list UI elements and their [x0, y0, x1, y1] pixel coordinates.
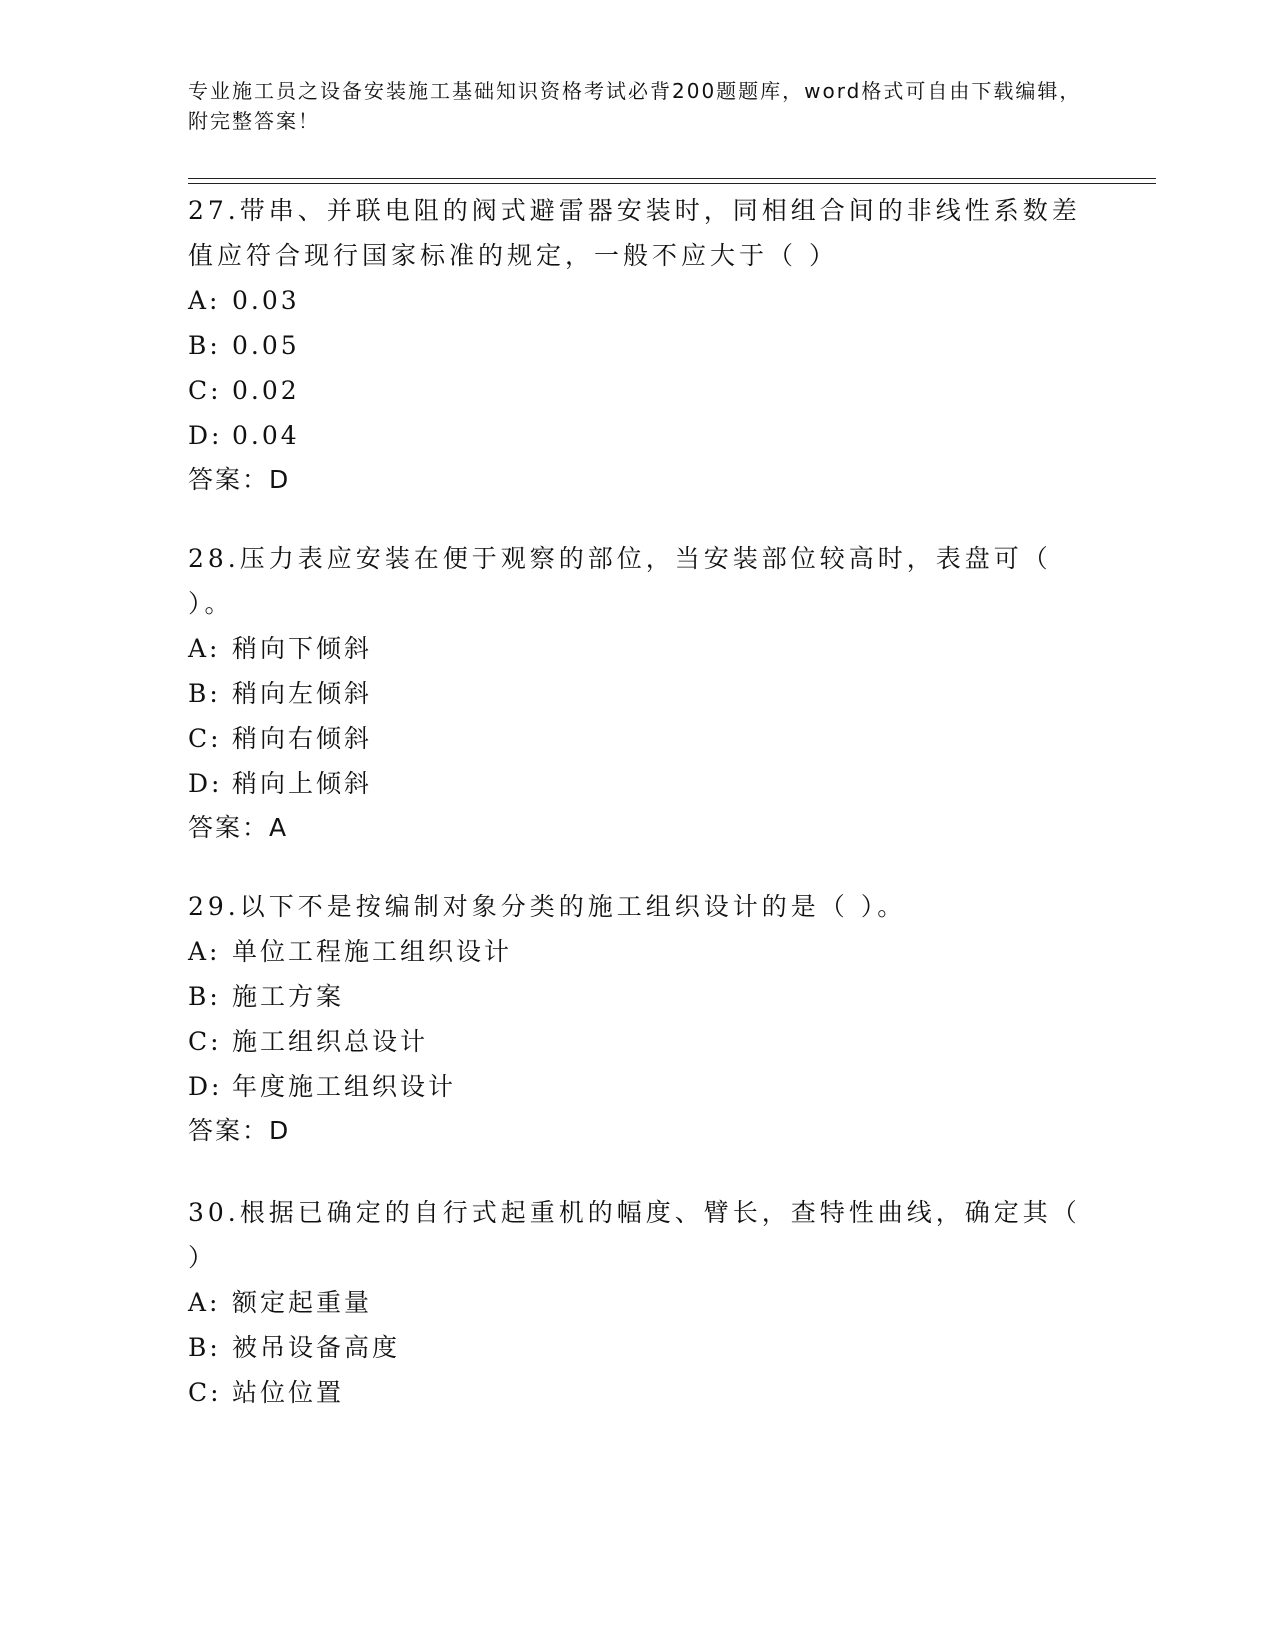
- option-text: 稍向下倾斜: [232, 634, 373, 663]
- option-key: B:: [188, 331, 221, 360]
- option-text: 稍向右倾斜: [232, 724, 373, 753]
- option-b: [188, 974, 1088, 1019]
- option-b: [188, 671, 1088, 716]
- option-key: A:: [188, 1288, 221, 1317]
- question-27: [188, 188, 1088, 502]
- option-text: 单位工程施工组织设计: [232, 937, 513, 966]
- question-stem: 29.以下不是按编制对象分类的施工组织设计的是（ ）。: [188, 892, 907, 921]
- option-b: [188, 323, 1088, 368]
- question-28: [188, 536, 1088, 850]
- option-key: D:: [188, 769, 223, 798]
- option-d: [188, 1064, 1088, 1109]
- header-divider-bottom: [188, 183, 1156, 184]
- option-text: 额定起重量: [232, 1288, 373, 1317]
- option-text: 年度施工组织设计: [232, 1072, 457, 1101]
- question-30: [188, 1190, 1088, 1415]
- option-text: 0.02: [232, 376, 300, 405]
- option-text: 站位位置: [232, 1378, 345, 1407]
- option-key: B:: [188, 679, 221, 708]
- option-key: B:: [188, 982, 221, 1011]
- option-text: 0.04: [232, 421, 300, 450]
- question-stem: 27.带串、并联电阻的阀式避雷器安装时，同相组合间的非线性系数差值应符合现行国家标准的规定，一般不应大于（ ）: [188, 196, 1081, 270]
- option-text: 被吊设备高度: [232, 1333, 401, 1362]
- option-a: [188, 278, 1088, 323]
- option-text: 0.03: [232, 286, 300, 315]
- option-text: 0.05: [232, 331, 300, 360]
- option-b: [188, 1325, 1088, 1370]
- option-key: B:: [188, 1333, 221, 1362]
- option-d: [188, 413, 1088, 458]
- answer-line: 答案：A: [188, 813, 289, 842]
- answer-line: 答案：D: [188, 1116, 291, 1145]
- question-stem: 30.根据已确定的自行式起重机的幅度、臂长，查特性曲线，确定其（ ）: [188, 1198, 1081, 1272]
- option-c: [188, 716, 1088, 761]
- option-key: C:: [188, 724, 222, 753]
- question-stem: 28.压力表应安装在便于观察的部位，当安装部位较高时，表盘可（ ）。: [188, 544, 1052, 618]
- option-text: 施工方案: [232, 982, 345, 1011]
- option-key: D:: [188, 1072, 223, 1101]
- option-c: [188, 1019, 1088, 1064]
- option-key: A:: [188, 937, 221, 966]
- option-key: C:: [188, 1027, 222, 1056]
- option-c: [188, 368, 1088, 413]
- option-key: A:: [188, 634, 221, 663]
- option-a: [188, 626, 1088, 671]
- option-key: A:: [188, 286, 221, 315]
- option-d: [188, 761, 1088, 806]
- option-key: C:: [188, 376, 222, 405]
- question-29: [188, 884, 1088, 1153]
- option-c: [188, 1370, 1088, 1415]
- option-text: 稍向上倾斜: [232, 769, 373, 798]
- document-header: 专业施工员之设备安装施工基础知识资格考试必背200题题库，word格式可自由下载编辑，附完整答案！: [188, 79, 1082, 133]
- option-key: C:: [188, 1378, 222, 1407]
- option-text: 施工组织总设计: [232, 1027, 429, 1056]
- option-key: D:: [188, 421, 223, 450]
- option-text: 稍向左倾斜: [232, 679, 373, 708]
- header-divider-top: [188, 178, 1156, 179]
- answer-line: 答案：D: [188, 465, 291, 494]
- option-a: [188, 1280, 1088, 1325]
- option-a: [188, 929, 1088, 974]
